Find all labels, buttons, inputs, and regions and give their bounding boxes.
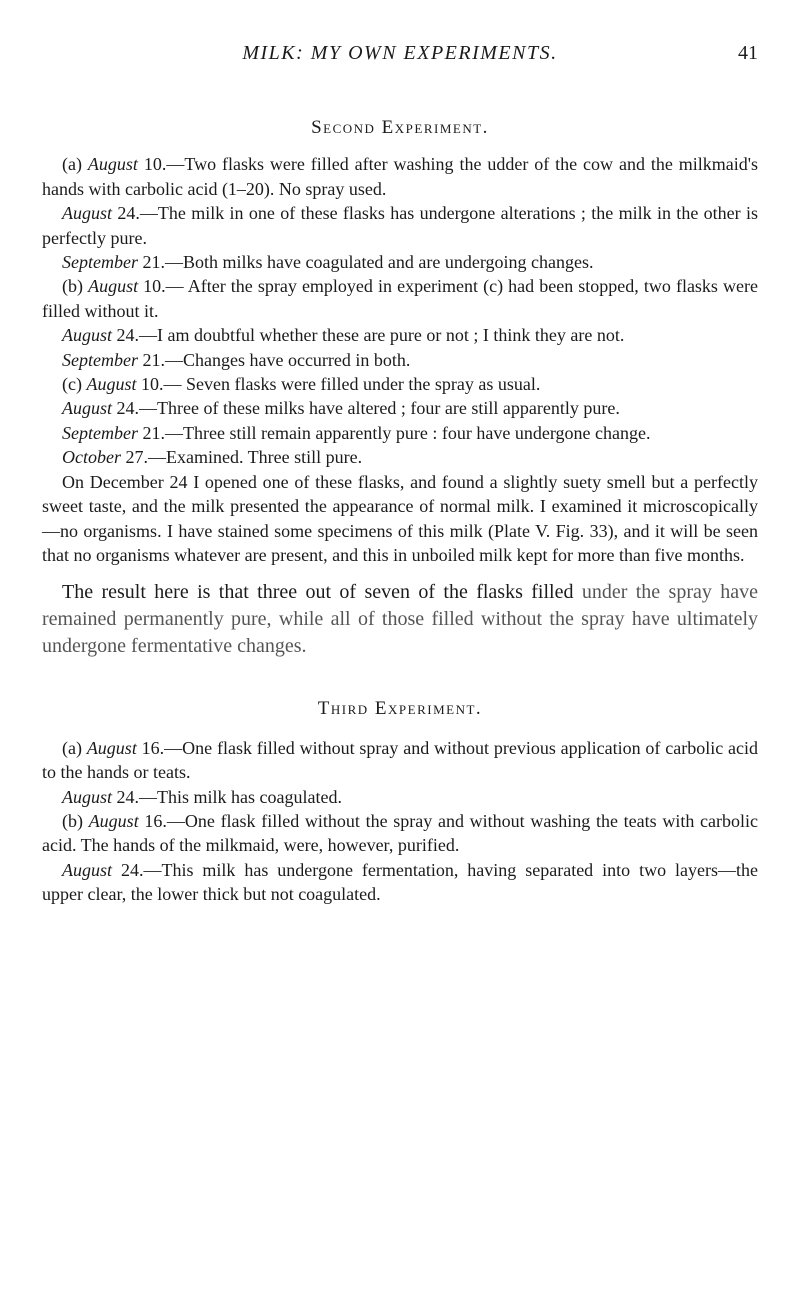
entry-date: October bbox=[62, 447, 121, 468]
entry-text: 21.—Both milks have coagulated and are undergoing changes. bbox=[137, 252, 594, 273]
paragraph-second-c-aug bbox=[42, 396, 758, 420]
paragraph-third-a bbox=[42, 736, 758, 785]
third-experiment-heading: Third Experiment. bbox=[317, 698, 483, 720]
entry-date: August bbox=[62, 325, 113, 346]
entry-text: 21.—Three still remain apparently pure : four have undergone change. bbox=[137, 422, 651, 443]
entry-date: August bbox=[87, 154, 138, 175]
entry-text: 27.—Examined. Three still pure. bbox=[120, 447, 363, 468]
running-title: MILK: MY OWN EXPERIMENTS. bbox=[242, 42, 558, 64]
entry-date: August bbox=[86, 374, 137, 395]
entry-text: 10.— Seven flasks were filled under the spray as usual. bbox=[136, 374, 541, 395]
item-letter: (c) bbox=[62, 374, 82, 395]
entry-text: 24.—Three of these milks have altered ; four are still apparently pure. bbox=[112, 398, 620, 419]
result-line-1: The result here is that three out of seven of the flasks filled bbox=[62, 581, 574, 604]
item-letter: (a) bbox=[62, 737, 82, 758]
entry-text: 16.—One flask filled without the spray and without washing the teats with carbolic acid. The hands of the milkmaid, were, however, purified. bbox=[42, 810, 758, 856]
paragraph-second-a-sep bbox=[42, 250, 758, 274]
paragraph-second-b-sep bbox=[42, 348, 758, 372]
page-number: 41 bbox=[738, 42, 758, 64]
entry-date: September bbox=[62, 422, 138, 443]
paragraph-result bbox=[42, 579, 758, 660]
entry-date: August bbox=[62, 859, 113, 880]
second-experiment-heading: Second Experiment. bbox=[311, 117, 489, 138]
paragraph-second-c bbox=[42, 372, 758, 396]
entry-date: August bbox=[88, 276, 139, 297]
entry-text: 21.—Changes have occurred in both. bbox=[137, 349, 411, 370]
entry-text: 24.—This milk has undergone fermentation, having separated into two layers—the upper clear, the lower thick but not coagulated. bbox=[42, 859, 758, 905]
entry-date: August bbox=[62, 203, 113, 224]
paragraph-december: On December 24 I opened one of these flasks, and found a slightly suety smell but a perfectly sweet taste, and the milk presented the appearance of normal milk. I examined it microscopically—no organisms. I have stained some specimens of this milk (Plate V. Fig. 33), and it will be seen that no organisms whatever are present, and this in unboiled milk kept for more than five months. bbox=[42, 471, 758, 565]
body-text bbox=[42, 116, 758, 907]
paragraph-second-b bbox=[42, 274, 758, 323]
item-letter: (a) bbox=[62, 154, 82, 175]
entry-text: 24.—This milk has coagulated. bbox=[112, 786, 342, 807]
entry-text: 10.—Two flasks were filled after washing the udder of the cow and the milkmaid's hands with carbolic acid (1–20). No spray used. bbox=[42, 154, 759, 199]
entry-date: August bbox=[86, 737, 137, 758]
result-line-rest: under the spray have remained permanently pure, while all of those filled without the spray have ultimately undergone fermentative changes. bbox=[42, 581, 758, 658]
paragraph-third-b-aug bbox=[42, 858, 758, 907]
entry-date: September bbox=[62, 252, 138, 273]
paragraph-second-c-oct bbox=[42, 445, 758, 469]
entry-text: 24.—I am doubtful whether these are pure or not ; I think they are not. bbox=[112, 325, 625, 346]
paragraph-second-a bbox=[42, 152, 758, 201]
entry-text: 16.—One flask filled without spray and without previous application of carbolic acid to the hands or teats. bbox=[42, 737, 759, 783]
entry-date: September bbox=[62, 349, 138, 370]
item-letter: (b) bbox=[62, 810, 83, 831]
entry-date: August bbox=[88, 810, 139, 831]
entry-date: August bbox=[62, 398, 113, 419]
paragraph-second-a-aug bbox=[42, 201, 758, 250]
paragraph-third-a-aug bbox=[42, 785, 758, 809]
entry-text: 24.—The milk in one of these flasks has undergone alterations ; the milk in the other is perfectly pure. bbox=[42, 203, 758, 248]
paragraph-second-c-sep bbox=[42, 421, 758, 445]
paragraph-second-b-aug bbox=[42, 323, 758, 347]
paragraph-third-b bbox=[42, 809, 758, 858]
item-letter: (b) bbox=[62, 276, 83, 297]
page-header bbox=[0, 42, 800, 72]
entry-date: August bbox=[62, 786, 113, 807]
entry-text: 10.— After the spray employed in experiment (c) had been stopped, two flasks were filled without it. bbox=[42, 276, 758, 321]
